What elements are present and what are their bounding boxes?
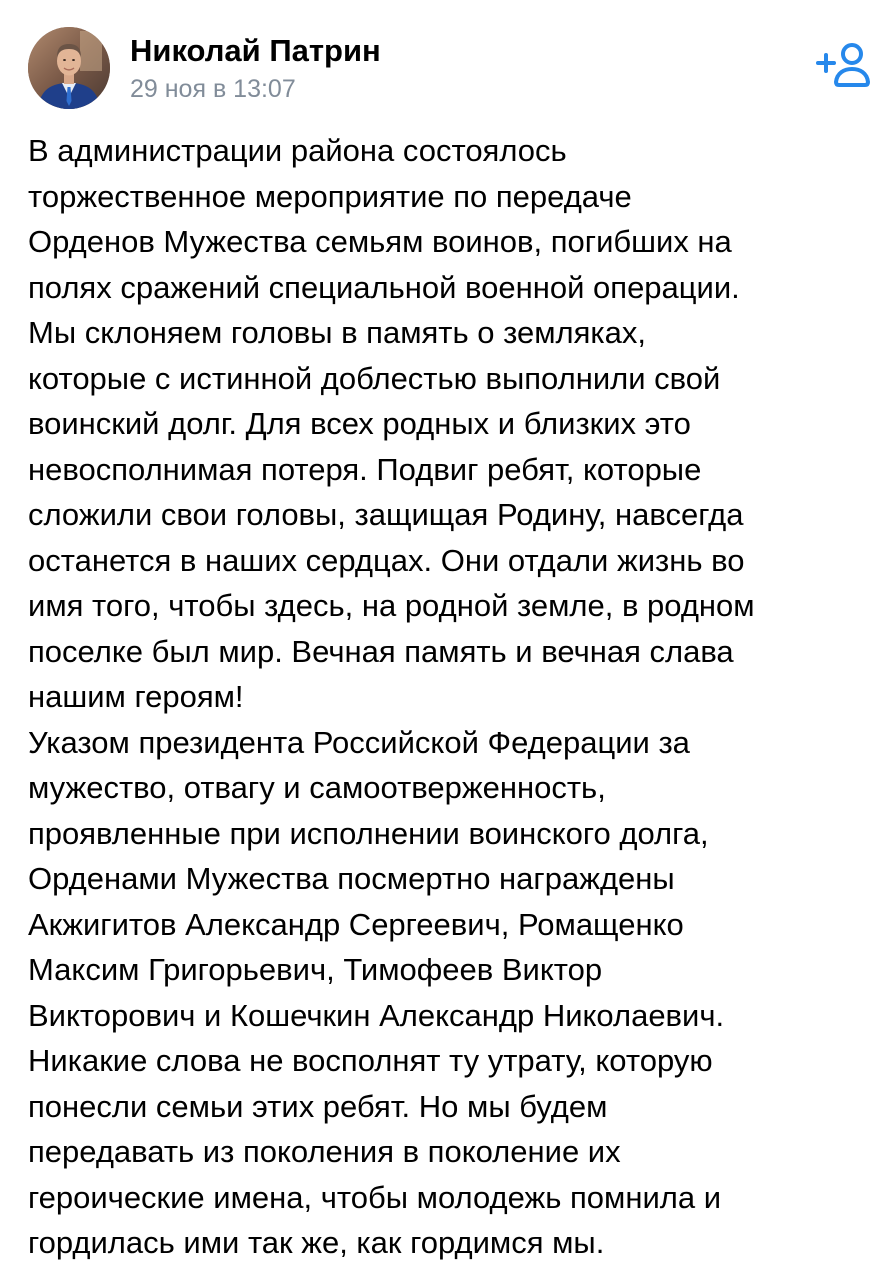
post-text-line: останется в наших сердцах. Они отдали жизнь во	[28, 542, 745, 578]
post-text-line: Максим Григорьевич, Тимофеев Виктор	[28, 952, 603, 987]
avatar[interactable]	[28, 27, 110, 109]
post-text-line: Мы склоняем головы в память о земляках,	[28, 315, 647, 350]
post-text-line: нашим героям!	[28, 679, 244, 714]
post-date[interactable]: 29 ноя в 13:07	[130, 75, 296, 103]
post-text-line: героические имена, чтобы молодежь помнила и	[28, 1179, 722, 1215]
post-header	[28, 27, 873, 109]
post-text-line: Викторович и Кошечкин Александр Николаевич.	[28, 997, 725, 1033]
post-text-line: которые с истинной доблестью выполнили свой	[28, 360, 721, 396]
post-text-line: торжественное мероприятие по передаче	[28, 178, 632, 214]
post-text-line: сложили свои головы, защищая Родину, навсегда	[28, 497, 744, 532]
post-text-line: невосполнимая потеря. Подвиг ребят, которые	[28, 451, 702, 487]
post-text-line: имя того, чтобы здесь, на родной земле, в родном	[28, 588, 755, 623]
post-text-line: проявленные при исполнении воинского долга,	[28, 815, 709, 851]
post-text-line: гордилась ими так же, как гордимся мы.	[28, 1225, 605, 1260]
post-text-line: передавать из поколения в поколение их	[28, 1134, 621, 1169]
post-text-line: Орденами Мужества посмертно награждены	[28, 861, 675, 896]
post-text-line: В администрации района состоялось	[28, 133, 567, 168]
add-friend-icon	[815, 41, 873, 87]
post-text-line: полях сражений специальной военной операции.	[28, 269, 740, 305]
post-text-line: понесли семьи этих ребят. Но мы будем	[28, 1088, 608, 1124]
avatar-photo	[28, 27, 110, 109]
post-text-line: воинский долг. Для всех родных и близких это	[28, 406, 691, 441]
add-friend-button[interactable]	[815, 41, 873, 87]
post-text-line: Указом президента Российской Федерации за	[28, 724, 690, 760]
post-text	[28, 128, 868, 1266]
post-text-line: Орденов Мужества семьям воинов, погибших на	[28, 224, 732, 259]
post-text-line: Никакие слова не восполнят ту утрату, которую	[28, 1043, 713, 1078]
post-text-line: поселке был мир. Вечная память и вечная слава	[28, 633, 734, 669]
post-text-line: Акжигитов Александр Сергеевич, Ромащенко	[28, 906, 684, 942]
author-name[interactable]: Николай Патрин	[130, 33, 381, 68]
post-text-line: мужество, отвагу и самоотверженность,	[28, 770, 606, 805]
